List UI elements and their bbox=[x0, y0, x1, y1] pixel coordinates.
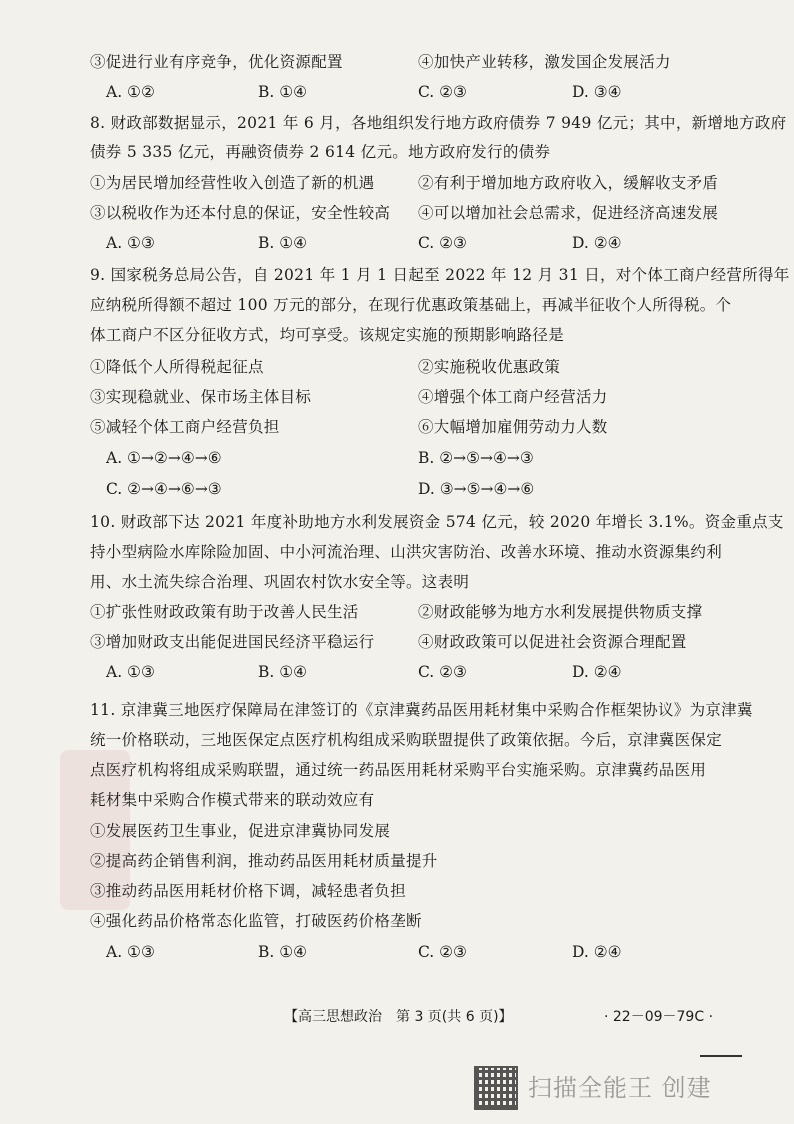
q8-item-2: ②有利于增加地方政府收入，缓解收支矛盾 bbox=[418, 174, 719, 192]
q9-option-a: A. ①→②→④→⑥ bbox=[106, 449, 222, 467]
q11-stem-line-2: 统一价格联动，三地医保定点医疗机构组成采购联盟提供了政策依据。今后，京津冀医保定 bbox=[90, 731, 723, 749]
q7-item4: ④加快产业转移，激发国企发展活力 bbox=[418, 53, 671, 71]
q11-option-c: C. ②③ bbox=[418, 943, 467, 961]
q10-option-b: B. ①④ bbox=[258, 663, 308, 681]
q11-stem-line-4: 耗材集中采购合作模式带来的联动效应有 bbox=[90, 791, 375, 809]
q8-option-c: C. ②③ bbox=[418, 234, 467, 252]
q11-stem-line-1: 11. 京津冀三地医疗保障局在津签订的《京津冀药品医用耗材集中采购合作框架协议》为京津冀 bbox=[90, 701, 753, 719]
q10-item-1: ①扩张性财政政策有助于改善人民生活 bbox=[90, 603, 359, 621]
q9-stem-line-3: 体工商户不区分征收方式，均可享受。该规定实施的预期影响路径是 bbox=[90, 326, 565, 344]
q11-option-b: B. ①④ bbox=[258, 943, 308, 961]
q9-item-5: ⑤减轻个体工商户经营负担 bbox=[90, 418, 280, 436]
q9-item-1: ①降低个人所得税起征点 bbox=[90, 358, 264, 376]
q10-item-2: ②财政能够为地方水利发展提供物质支撑 bbox=[418, 603, 703, 621]
q11-option-a: A. ①③ bbox=[106, 943, 155, 961]
q7-option-c: C. ②③ bbox=[418, 83, 467, 101]
q11-option-d: D. ②④ bbox=[572, 943, 622, 961]
q8-stem-line-2: 债券 5 335 亿元，再融资债券 2 614 亿元。地方政府发行的债券 bbox=[90, 143, 551, 161]
footer-rule bbox=[700, 1055, 742, 1057]
q9-stem-line-2: 应纳税所得额不超过 100 万元的部分，在现行优惠政策基础上，再减半征收个人所得税。个 bbox=[90, 296, 732, 314]
q8-option-a: A. ①③ bbox=[106, 234, 155, 252]
q11-stem-line-3: 点医疗机构将组成采购联盟，通过统一药品医用耗材采购平台实施采购。京津冀药品医用 bbox=[90, 761, 707, 779]
scanner-watermark: 扫描全能王 创建 bbox=[528, 1074, 712, 1102]
q9-item-3: ③实现稳就业、保市场主体目标 bbox=[90, 388, 312, 406]
q10-item-3: ③增加财政支出能促进国民经济平稳运行 bbox=[90, 633, 375, 651]
q9-option-c: C. ②→④→⑥→③ bbox=[106, 480, 222, 498]
q10-option-a: A. ①③ bbox=[106, 663, 155, 681]
q11-item-1: ①发展医药卫生事业，促进京津冀协同发展 bbox=[90, 822, 391, 840]
page-footer-code: · 22－09－79C · bbox=[604, 1009, 714, 1025]
q9-option-d: D. ③→⑤→④→⑥ bbox=[418, 480, 535, 498]
q7-option-b: B. ①④ bbox=[258, 83, 308, 101]
q10-stem-line-2: 持小型病险水库除险加固、中小河流治理、山洪灾害防治、改善水环境、推动水资源集约利 bbox=[90, 543, 723, 561]
q9-stem-line-1: 9. 国家税务总局公告，自 2021 年 1 月 1 日起至 2022 年 12 月 31 日，对个体工商户经营所得年 bbox=[90, 266, 790, 284]
q7-item3: ③促进行业有序竞争，优化资源配置 bbox=[90, 53, 343, 71]
q10-stem-line-1: 10. 财政部下达 2021 年度补助地方水利发展资金 574 亿元，较 2020 年增长 3.1%。资金重点支 bbox=[90, 513, 784, 531]
q9-item-4: ④增强个体工商户经营活力 bbox=[418, 388, 608, 406]
q11-item-4: ④强化药品价格常态化监管，打破医药价格垄断 bbox=[90, 912, 422, 930]
q11-item-2: ②提高药企销售利润，推动药品医用耗材质量提升 bbox=[90, 852, 438, 870]
page-footer-title: 【高三思想政治 第 3 页(共 6 页)】 bbox=[284, 1009, 513, 1025]
q8-option-b: B. ①④ bbox=[258, 234, 308, 252]
q8-item-4: ④可以增加社会总需求，促进经济高速发展 bbox=[418, 204, 719, 222]
q8-item-3: ③以税收作为还本付息的保证，安全性较高 bbox=[90, 204, 391, 222]
q10-option-c: C. ②③ bbox=[418, 663, 467, 681]
q9-item-6: ⑥大幅增加雇佣劳动力人数 bbox=[418, 418, 608, 436]
q10-stem-line-3: 用、水土流失综合治理、巩固农村饮水安全等。这表明 bbox=[90, 573, 470, 591]
q8-stem-line-1: 8. 财政部数据显示，2021 年 6 月，各地组织发行地方政府债券 7 949 亿元；其中，新增地方政府 bbox=[90, 114, 787, 132]
q10-option-d: D. ②④ bbox=[572, 663, 622, 681]
q8-item-1: ①为居民增加经营性收入创造了新的机遇 bbox=[90, 174, 375, 192]
q11-item-3: ③推动药品医用耗材价格下调，减轻患者负担 bbox=[90, 882, 407, 900]
q9-option-b: B. ②→⑤→④→③ bbox=[418, 449, 534, 467]
q9-item-2: ②实施税收优惠政策 bbox=[418, 358, 561, 376]
qr-code-icon bbox=[474, 1066, 518, 1110]
q7-option-d: D. ③④ bbox=[572, 83, 622, 101]
q7-option-a: A. ①② bbox=[106, 83, 155, 101]
q10-item-4: ④财政政策可以促进社会资源合理配置 bbox=[418, 633, 687, 651]
q8-option-d: D. ②④ bbox=[572, 234, 622, 252]
